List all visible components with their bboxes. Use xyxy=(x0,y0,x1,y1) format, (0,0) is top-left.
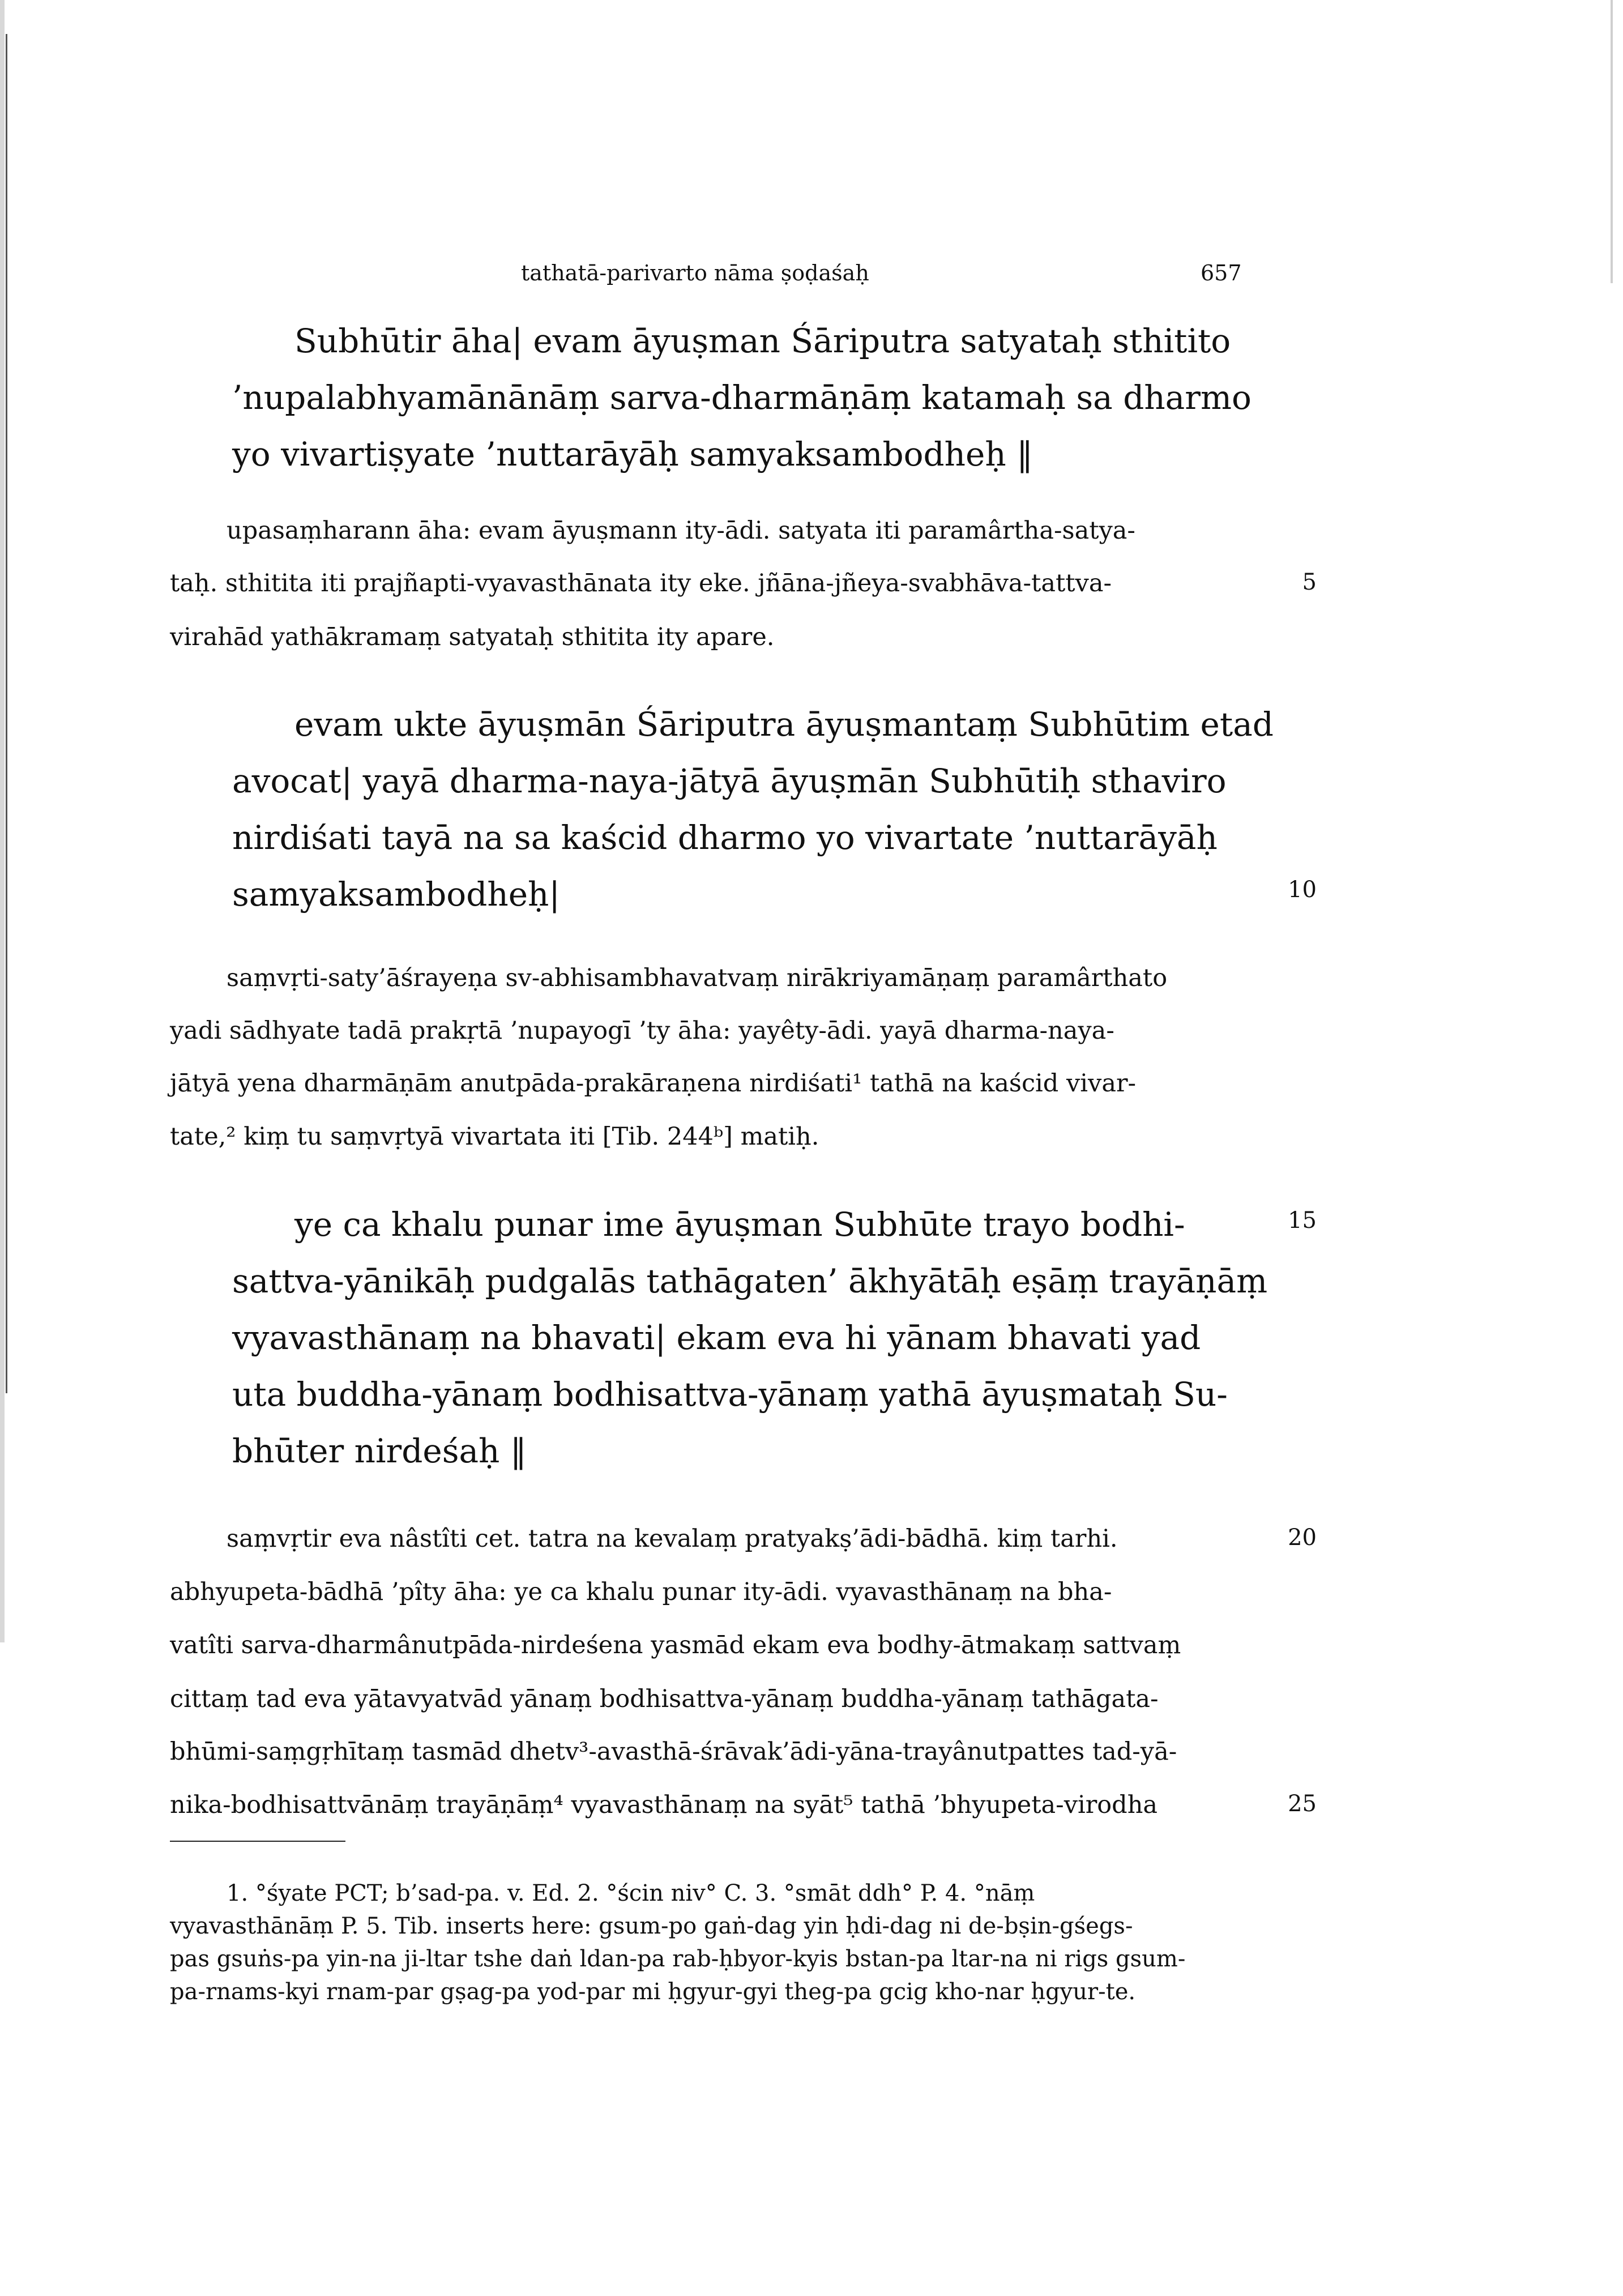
commentary-line: virahād yathākramaṃ satyataḥ sthitita ity apare. xyxy=(170,623,775,651)
footnote-line: vyavasthānāṃ P. 5. Tib. inserts here: gsum-po gaṅ-dag yin ḥdi-dag ni de-bṣin-gśegs- xyxy=(170,1913,1133,1939)
main-line: ’nupalabhyamānānāṃ sarva-dharmāṇāṃ katamaḥ sa dharmo xyxy=(232,378,1252,417)
commentary-line: nika-bodhisattvānāṃ trayāṇāṃ⁴ vyavasthānaṃ na syāt⁵ tathā ’bhyupeta-virodha xyxy=(170,1791,1158,1819)
commentary-line: saṃvṛtir eva nâstîti cet. tatra na kevalaṃ pratyakṣ’ādi-bādhā. kiṃ tarhi. xyxy=(227,1525,1118,1553)
main-line: Subhūtir āha| evam āyuṣman Śāriputra satyataḥ sthitito xyxy=(294,322,1231,360)
main-line: avocat| yayā dharma-naya-jātyā āyuṣmān Subhūtiḥ sthaviro xyxy=(232,762,1227,800)
commentary-line: vatîti sarva-dharmânutpāda-nirdeśena yasmād ekam eva bodhy-ātmakaṃ sattvaṃ xyxy=(170,1631,1181,1659)
scan-edge-left xyxy=(0,0,5,1642)
main-line: vyavasthānaṃ na bhavati| ekam eva hi yānam bhavati yad xyxy=(232,1318,1201,1357)
running-title: tathatā-parivarto nāma ṣoḍaśaḥ xyxy=(521,261,869,285)
footnote-line: pa-rnams-kyi rnam-par gṣag-pa yod-par mi ḥgyur-gyi theg-pa gcig kho-nar ḥgyur-te. xyxy=(170,1979,1136,2005)
commentary-line: abhyupeta-bādhā ’pîty āha: ye ca khalu punar ity-ādi. vyavasthānaṃ na bha- xyxy=(170,1578,1112,1606)
main-line: bhūter nirdeśaḥ ‖ xyxy=(232,1432,527,1470)
commentary-line: cittaṃ tad eva yātavyatvād yānaṃ bodhisattva-yānaṃ buddha-yānaṃ tathāgata- xyxy=(170,1685,1159,1713)
main-line: ye ca khalu punar ime āyuṣman Subhūte trayo bodhi- xyxy=(294,1205,1185,1244)
main-line: evam ukte āyuṣmān Śāriputra āyuṣmantaṃ Subhūtim etad xyxy=(294,705,1274,744)
commentary-line: taḥ. sthitita iti prajñapti-vyavasthānata ity eke. jñāna-jñeya-svabhāva-tattva- xyxy=(170,569,1112,598)
commentary-line: upasaṃharann āha: evam āyuṣmann ity-ādi. satyata iti paramârtha-satya- xyxy=(227,517,1135,545)
commentary-line: tate,² kiṃ tu saṃvṛtyā vivartata iti [Tib. 244ᵇ] matiḥ. xyxy=(170,1123,819,1151)
line-number: 10 xyxy=(1288,877,1317,903)
main-line: sattva-yānikāḥ pudgalās tathāgaten’ ākhyātāḥ eṣāṃ trayāṇāṃ xyxy=(232,1262,1268,1300)
commentary-line: saṃvṛti-saty’āśrayeṇa sv-abhisambhavatvaṃ nirākriyamāṇaṃ paramârthato xyxy=(227,964,1168,992)
line-number: 25 xyxy=(1288,1791,1317,1817)
commentary-line: yadi sādhyate tadā prakṛtā ’nupayogī ’ty āha: yayêty-ādi. yayā dharma-naya- xyxy=(170,1017,1114,1045)
line-number: 20 xyxy=(1288,1525,1317,1551)
main-line: uta buddha-yānaṃ bodhisattva-yānaṃ yathā āyuṣmataḥ Su- xyxy=(232,1375,1228,1414)
footnote-line: pas gsuṅs-pa yin-na ji-ltar tshe daṅ ldan-pa rab-ḥbyor-kyis bstan-pa ltar-na ni rigs gsum- xyxy=(170,1946,1186,1972)
commentary-line: bhūmi-saṃgṛhītaṃ tasmād dhetv³-avasthā-śrāvak’ādi-yāna-trayânutpattes tad-yā- xyxy=(170,1738,1177,1766)
main-line: nirdiśati tayā na sa kaścid dharmo yo vivartate ’nuttarāyāḥ xyxy=(232,818,1218,857)
footnote-line: 1. °śyate PCT; b’sad-pa. v. Ed. 2. °ścin niv° C. 3. °smāt ddh° P. 4. °nāṃ xyxy=(227,1880,1035,1906)
footnote-rule xyxy=(170,1841,345,1842)
commentary-line: jātyā yena dharmāṇām anutpāda-prakāraṇena nirdiśati¹ tathā na kaścid vivar- xyxy=(170,1069,1137,1098)
scan-edge-shadow xyxy=(6,34,7,1393)
line-number: 15 xyxy=(1288,1207,1317,1234)
scan-edge-right xyxy=(1611,0,1613,283)
main-line: samyaksambodheḥ| xyxy=(232,875,560,914)
main-line: yo vivartiṣyate ’nuttarāyāḥ samyaksambodheḥ ‖ xyxy=(232,435,1033,473)
line-number: 5 xyxy=(1302,569,1317,595)
page-number: 657 xyxy=(1201,261,1242,285)
